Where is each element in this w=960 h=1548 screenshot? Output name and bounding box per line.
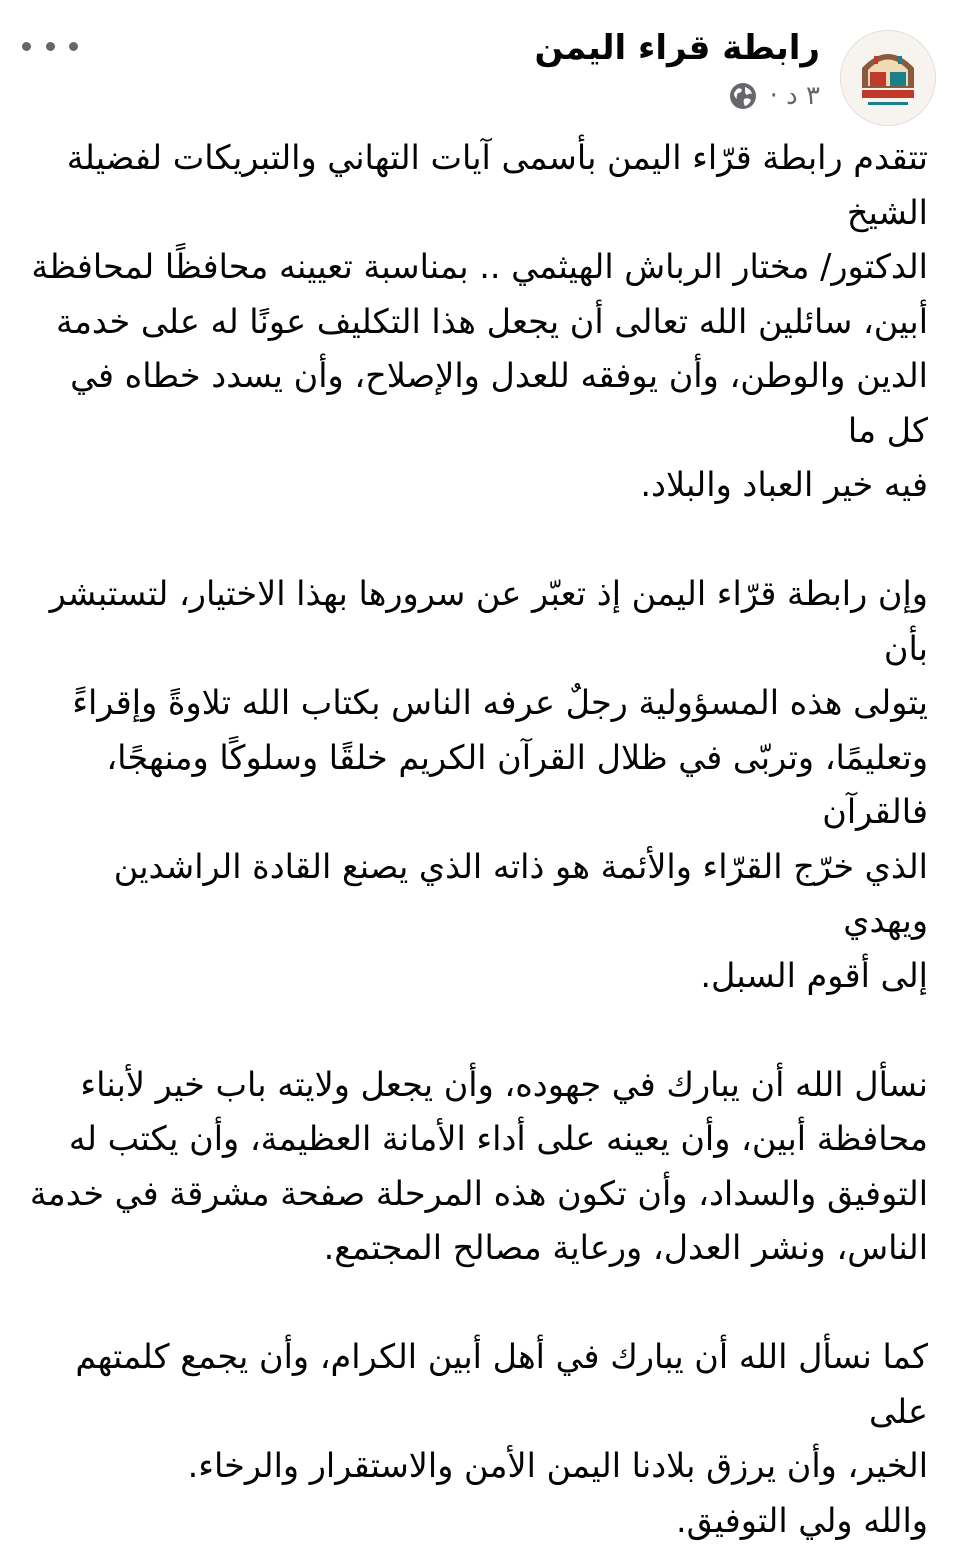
post-paragraph: تتقدم رابطة قرّاء اليمن بأسمى آيات التهاني والتبريكات لفضيلة الشيخ الدكتور/ مختار الرباش الهيثمي .. بمناسبة تعيينه محافظًا لمحافظة أبين، سائلين الله تعالى أن يجعل هذا التكليف عونًا له على خدمة الدين والوطن، وأن يوفقه للعدل والإصلاح، وأن يسدد خطاه في كل ما فيه خير العباد والبلاد. xyxy=(31,138,928,504)
post-header xyxy=(0,18,960,118)
more-options-icon[interactable] xyxy=(22,36,78,56)
post-timestamp[interactable]: ٣ د · xyxy=(769,81,820,111)
page-name[interactable]: رابطة قراء اليمن xyxy=(534,28,820,68)
globe-icon[interactable] xyxy=(728,81,758,111)
page-avatar[interactable] xyxy=(840,30,936,126)
post-body xyxy=(26,131,928,1548)
post-paragraph: وإن رابطة قرّاء اليمن إذ تعبّر عن سرورها بهذا الاختيار، لتستبشر بأن يتولى هذه المسؤولية رجلٌ عرفه الناس بكتاب الله تلاوةً وإقراءً وتعليمًا، وتربّى في ظلال القرآن الكريم خلقًا وسلوكًا ومنهجًا، فالقرآن الذي خرّج القرّاء والأئمة هو ذاته الذي يصنع القادة الراشدين ويهدي إلى أقوم السبل. xyxy=(49,574,928,995)
more-dot xyxy=(46,42,55,51)
post-paragraph: كما نسأل الله أن يبارك في أهل أبين الكرام، وأن يجمع كلمتهم على الخير، وأن يرزق بلادنا اليمن الأمن والاستقرار والرخاء. والله ولي التوفيق. xyxy=(75,1337,928,1540)
post-paragraph: نسأل الله أن يبارك في جهوده، وأن يجعل ولايته باب خير لأبناء محافظة أبين، وأن يعينه على أداء الأمانة العظيمة، وأن يكتب له التوفيق والسداد، وأن تكون هذه المرحلة صفحة مشرقة في خدمة الناس، ونشر العدل، ورعاية مصالح المجتمع. xyxy=(29,1064,928,1267)
post-meta xyxy=(728,76,820,116)
more-dot xyxy=(69,42,78,51)
page-logo xyxy=(840,30,936,126)
more-dot xyxy=(22,42,31,51)
